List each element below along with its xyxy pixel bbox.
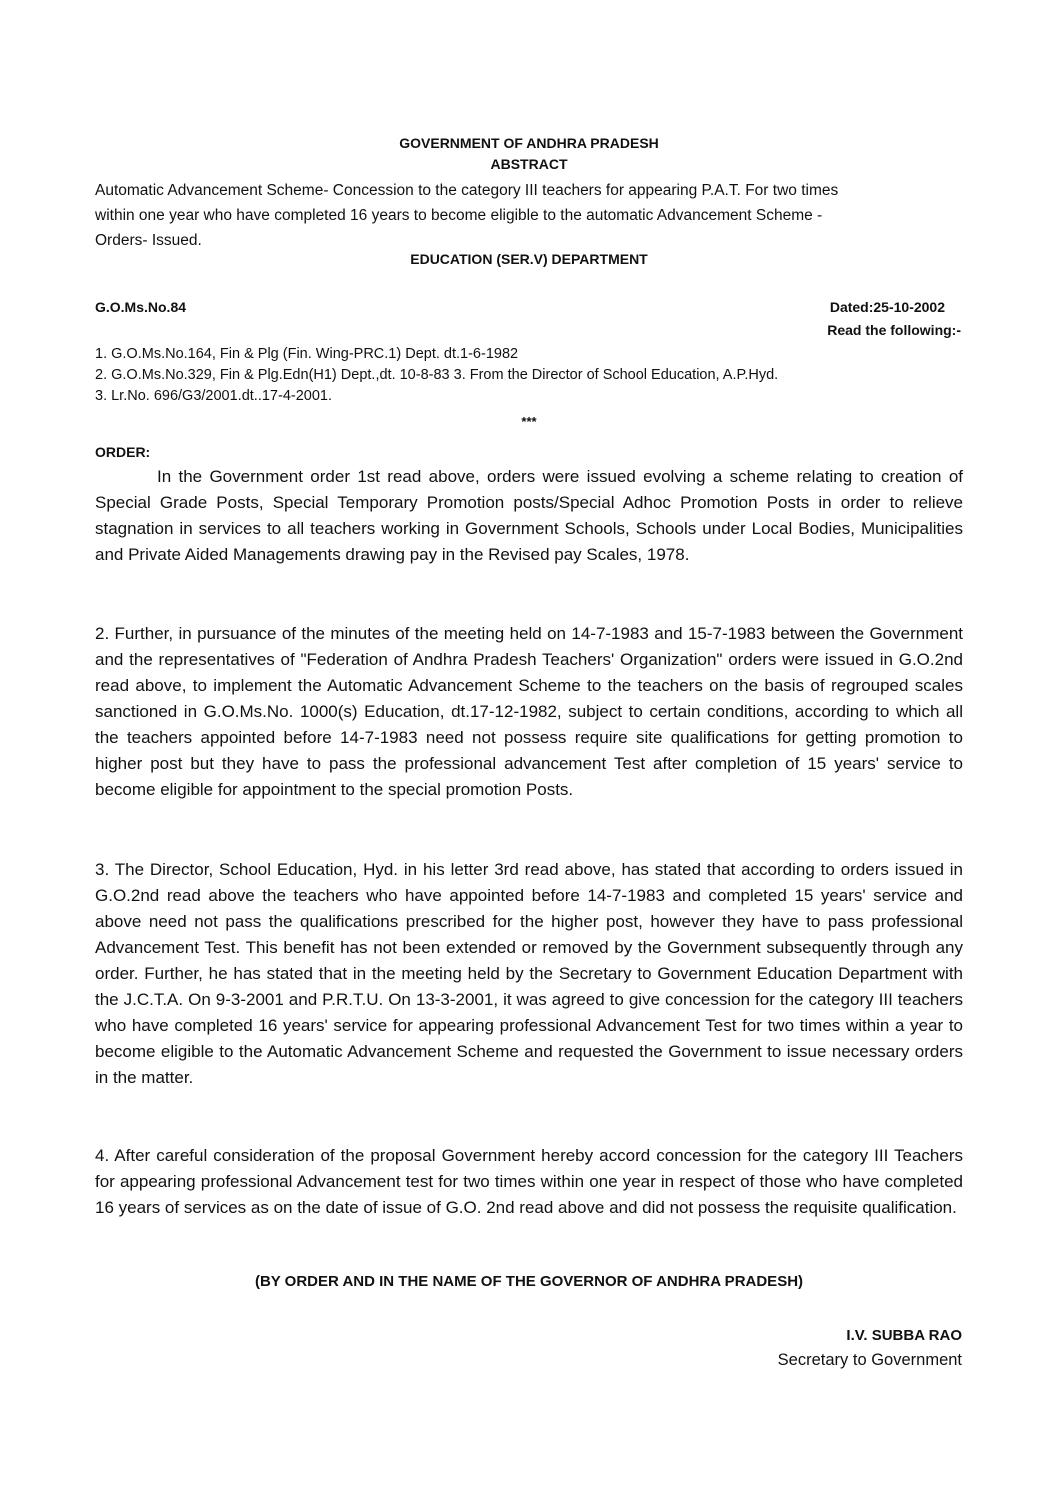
read-following: Read the following:- bbox=[827, 322, 961, 338]
abstract-text: Automatic Advancement Scheme- Concession to the category III teachers for appearing P.A.T. For two times within one year who have completed 16 years to become eligible to the automatic Advancement Scheme - Orders- Issued. bbox=[95, 182, 839, 249]
order-paragraph-2: 2. Further, in pursuance of the minutes of the meeting held on 14-7-1983 and 15-7-1983 between the Government and the representatives of "Federation of Andhra Pradesh Teachers' Organization" orders were issued in G.O.2nd read above, to implement the Automatic Advancement Scheme to the teachers on the basis of regrouped scales sanctioned in G.O.Ms.No. 1000(s) Education, dt.17-12-1982, subject to certain conditions, according to which all the teachers appointed before 14-7-1983 need not possess require site qualifications for getting promotion to higher post but they have to pass the professional advancement Test after completion of 15 years' service to become eligible for appointment to the special promotion Posts. bbox=[95, 624, 963, 799]
reference-item: 2. G.O.Ms.No.329, Fin & Plg.Edn(H1) Dept.,dt. 10-8-83 3. From the Director of School Education, A.P.Hyd. bbox=[95, 367, 779, 383]
government-heading: GOVERNMENT OF ANDHRA PRADESH bbox=[399, 135, 659, 151]
references-list bbox=[95, 344, 963, 407]
abstract-label: ABSTRACT bbox=[490, 156, 568, 172]
reference-item: 3. Lr.No. 696/G3/2001.dt..17-4-2001. bbox=[95, 388, 332, 404]
signatory-title: Secretary to Government bbox=[777, 1351, 962, 1369]
dated: Dated:25-10-2002 bbox=[829, 299, 945, 315]
order-paragraph-1: In the Government order 1st read above, orders were issued evolving a scheme relating to creation of Special Grade Posts, Special Temporary Promotion posts/Special Adhoc Promotion Posts in order to relieve stagnation in services to all teachers working in Government Schools, Schools under Local Bodies, Municipalities and Private Aided Managements drawing pay in the Revised pay Scales, 1978. bbox=[95, 467, 963, 564]
department-heading: EDUCATION (SER.V) DEPARTMENT bbox=[410, 251, 648, 267]
signatory-name: I.V. SUBBA RAO bbox=[846, 1327, 962, 1344]
by-order-line: (BY ORDER AND IN THE NAME OF THE GOVERNOR OF ANDHRA PRADESH) bbox=[254, 1273, 804, 1290]
go-number: G.O.Ms.No.84 bbox=[95, 299, 187, 315]
order-label: ORDER: bbox=[95, 444, 151, 460]
order-paragraph-3: 3. The Director, School Education, Hyd. in his letter 3rd read above, has stated that according to orders issued in G.O.2nd read above the teachers who have appointed before 14-7-1983 and completed 15 years' service and above need not pass the qualifications prescribed for the higher post, however they have to pass professional Advancement Test. This benefit has not been extended or removed by the Government subsequently through any order. Further, he has stated that in the meeting held by the Secretary to Government Education Department with the J.C.T.A. On 9-3-2001 and P.R.T.U. On 13-3-2001, it was agreed to give concession for the category III teachers who have completed 16 years' service for appearing professional Advancement Test for two times within a year to become eligible to the Automatic Advancement Scheme and requested the Government to issue necessary orders in the matter. bbox=[95, 860, 963, 1087]
order-paragraph-4: 4. After careful consideration of the proposal Government hereby accord concession for the category III Teachers for appearing professional Advancement test for two times within one year in respect of those who have completed 16 years of services as on the date of issue of G.O. 2nd read above and did not possess the requisite qualification. bbox=[95, 1146, 963, 1217]
reference-item: 1. G.O.Ms.No.164, Fin & Plg (Fin. Wing-PRC.1) Dept. dt.1-6-1982 bbox=[95, 346, 519, 362]
separator: *** bbox=[521, 414, 537, 429]
